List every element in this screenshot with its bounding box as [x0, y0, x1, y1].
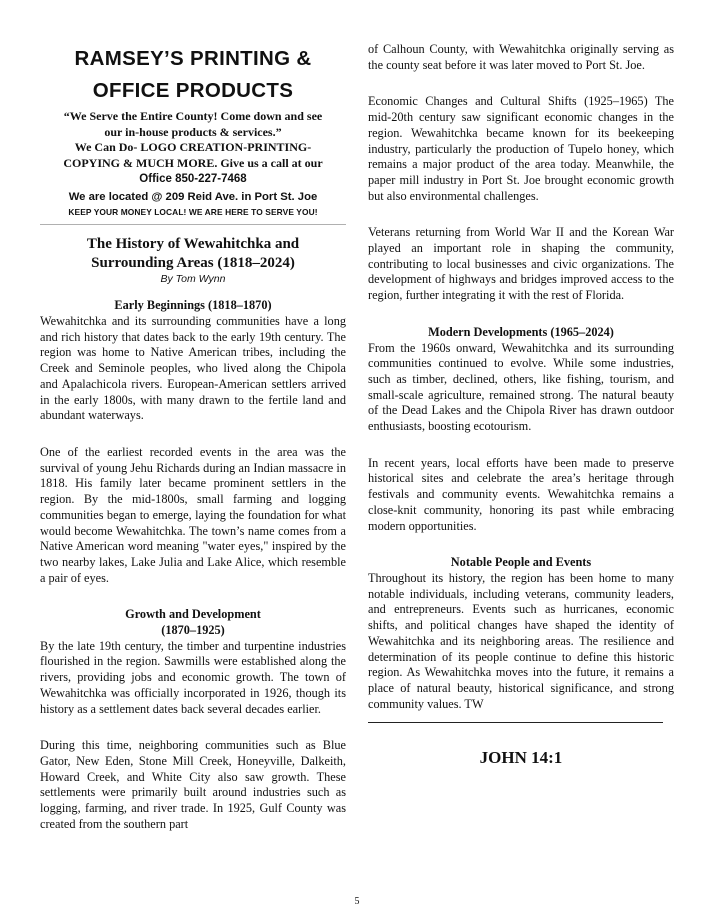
article-title-line-2: Surrounding Areas (1818–2024): [91, 255, 295, 272]
left-column: [40, 40, 346, 832]
paragraph-notable-1: Throughout its history, the region has been home to many notable individuals, including veterans, community leaders, and entrepreneurs. Events such as hurricanes, economic shifts, and political changes have shaped the identity of Wewahitchka and its neighboring areas. The resilience and determination of its people continue to define this historic region. As Wewahitchka moves into the future, it remains a place of natural beauty, historical significance, and strong community values. TW: [368, 570, 674, 711]
section-heading-early: Early Beginnings (1818–1870): [114, 298, 272, 313]
ad-quote-line-3: We Can Do- LOGO CREATION-PRINTING-: [74, 140, 312, 155]
byline: By Tom Wynn: [160, 273, 226, 286]
closing-divider: [368, 722, 663, 723]
section-heading-notable: Notable People and Events: [450, 555, 592, 570]
ad-divider: [40, 224, 346, 225]
paragraph-modern-1: From the 1960s onward, Wewahitchka and its surrounding communities continued to evolve. While some industries, such as timber, declined, others, like fishing, tourism, and small-scale agriculture, remained strong. The natural beauty of the Dead Lakes and the Chipola River has drawn outdoor enthusiasts, boosting ecotourism.: [368, 340, 674, 434]
ad-quote-line-1: “We Serve the Entire County! Come down and see: [63, 109, 323, 123]
section-heading-growth-line-2: (1870–1925): [161, 623, 225, 638]
paragraph-economic-2: Veterans returning from World War II and the Korean War played an important role in shaping the community, contributing to local businesses and civic organizations. The development of highways and bridges improved access to the region, further integrating it with the rest of Florida.: [368, 225, 674, 303]
bible-verse: JOHN 14:1: [479, 748, 563, 768]
printing-ad: [40, 45, 346, 225]
right-column: [368, 42, 674, 769]
ad-location: We are located @ 209 Reid Ave. in Port St. Joe: [68, 191, 318, 204]
paragraph-economic-1: Economic Changes and Cultural Shifts (1925–1965) The mid-20th century saw significant economic changes in the region. Wewahitchka became known for its beekeeping industry, particularly the production of Tupelo honey, which remains a major product of the area today. Meanwhile, the paper mill industry in Port St. Joe brought economic growth but also environmental challenges.: [368, 94, 674, 203]
section-heading-growth-line-1: Growth and Development: [125, 607, 261, 622]
ad-quote-line-4: COPYING & MUCH MORE. Give us a call at our: [63, 155, 323, 170]
section-heading-growth: [40, 607, 346, 638]
section-heading-modern: Modern Developments (1965–2024): [428, 324, 614, 339]
paragraph-early-2: One of the earliest recorded events in the area was the survival of young Jehu Richards during an Indian massacre in 1818. His family later became prominent settlers in the region. By the mid-1800s, small farming and logging communities began to emerge, laying the foundation for what would become Wewahitchka. The town’s name comes from a Native American word meaning "water eyes," inspired by the two nearby lakes, Lake Julia and Lake Alice, which resemble a pair of eyes.: [40, 445, 346, 585]
ad-quote: [40, 109, 346, 171]
article-title: [40, 235, 346, 273]
ad-quote-line-2: our in-house products & services.”: [104, 124, 282, 139]
ad-title-line-1: RAMSEY’S PRINTING &: [74, 47, 312, 70]
ad-office-phone: Office 850-227-7468: [139, 173, 247, 186]
paragraph-growth-2: During this time, neighboring communities such as Blue Gator, New Eden, Stone Mill Creek, Honeyville, Dalkeith, Howard Creek, and White City also saw growth. These settlements were primarily built around industries such as logging, farming, and river trade. In 1925, Gulf County was created from the southern part: [40, 738, 346, 831]
paragraph-early-1: Wewahitchka and its surrounding communities have a long and rich history that dates back to the early 19th century. The region was home to Native American tribes, including the Creek and Seminole peoples, who lived along the Chipola and Apalachicola rivers. European-American settlers arrived in the early 1800s, with many drawn to the fertile land and abundant waterways.: [40, 314, 346, 423]
ad-title-line-2: OFFICE PRODUCTS: [92, 79, 294, 102]
paragraph-modern-2: In recent years, local efforts have been made to preserve historical sites and celebrate the area’s heritage through festivals and community events. Wewahitchka remains a close-knit community, honoring its past while embracing modern opportunities.: [368, 455, 674, 533]
ad-keep-local: KEEP YOUR MONEY LOCAL! WE ARE HERE TO SERVE YOU!: [68, 207, 318, 218]
page-number: 5: [354, 896, 360, 907]
paragraph-growth-2-continued: of Calhoun County, with Wewahitchka originally serving as the county seat before it was later moved to Port St. Joe.: [368, 42, 674, 72]
paragraph-growth-1: By the late 19th century, the timber and turpentine industries flourished in the region. Sawmills were established along the rivers, providing jobs and economic growth. The town of Wewahitchka was officially incorporated in 1926, though its history as a settlement dates back several decades earlier.: [40, 638, 346, 716]
article-title-line-1: The History of Wewahitchka and: [86, 236, 300, 253]
